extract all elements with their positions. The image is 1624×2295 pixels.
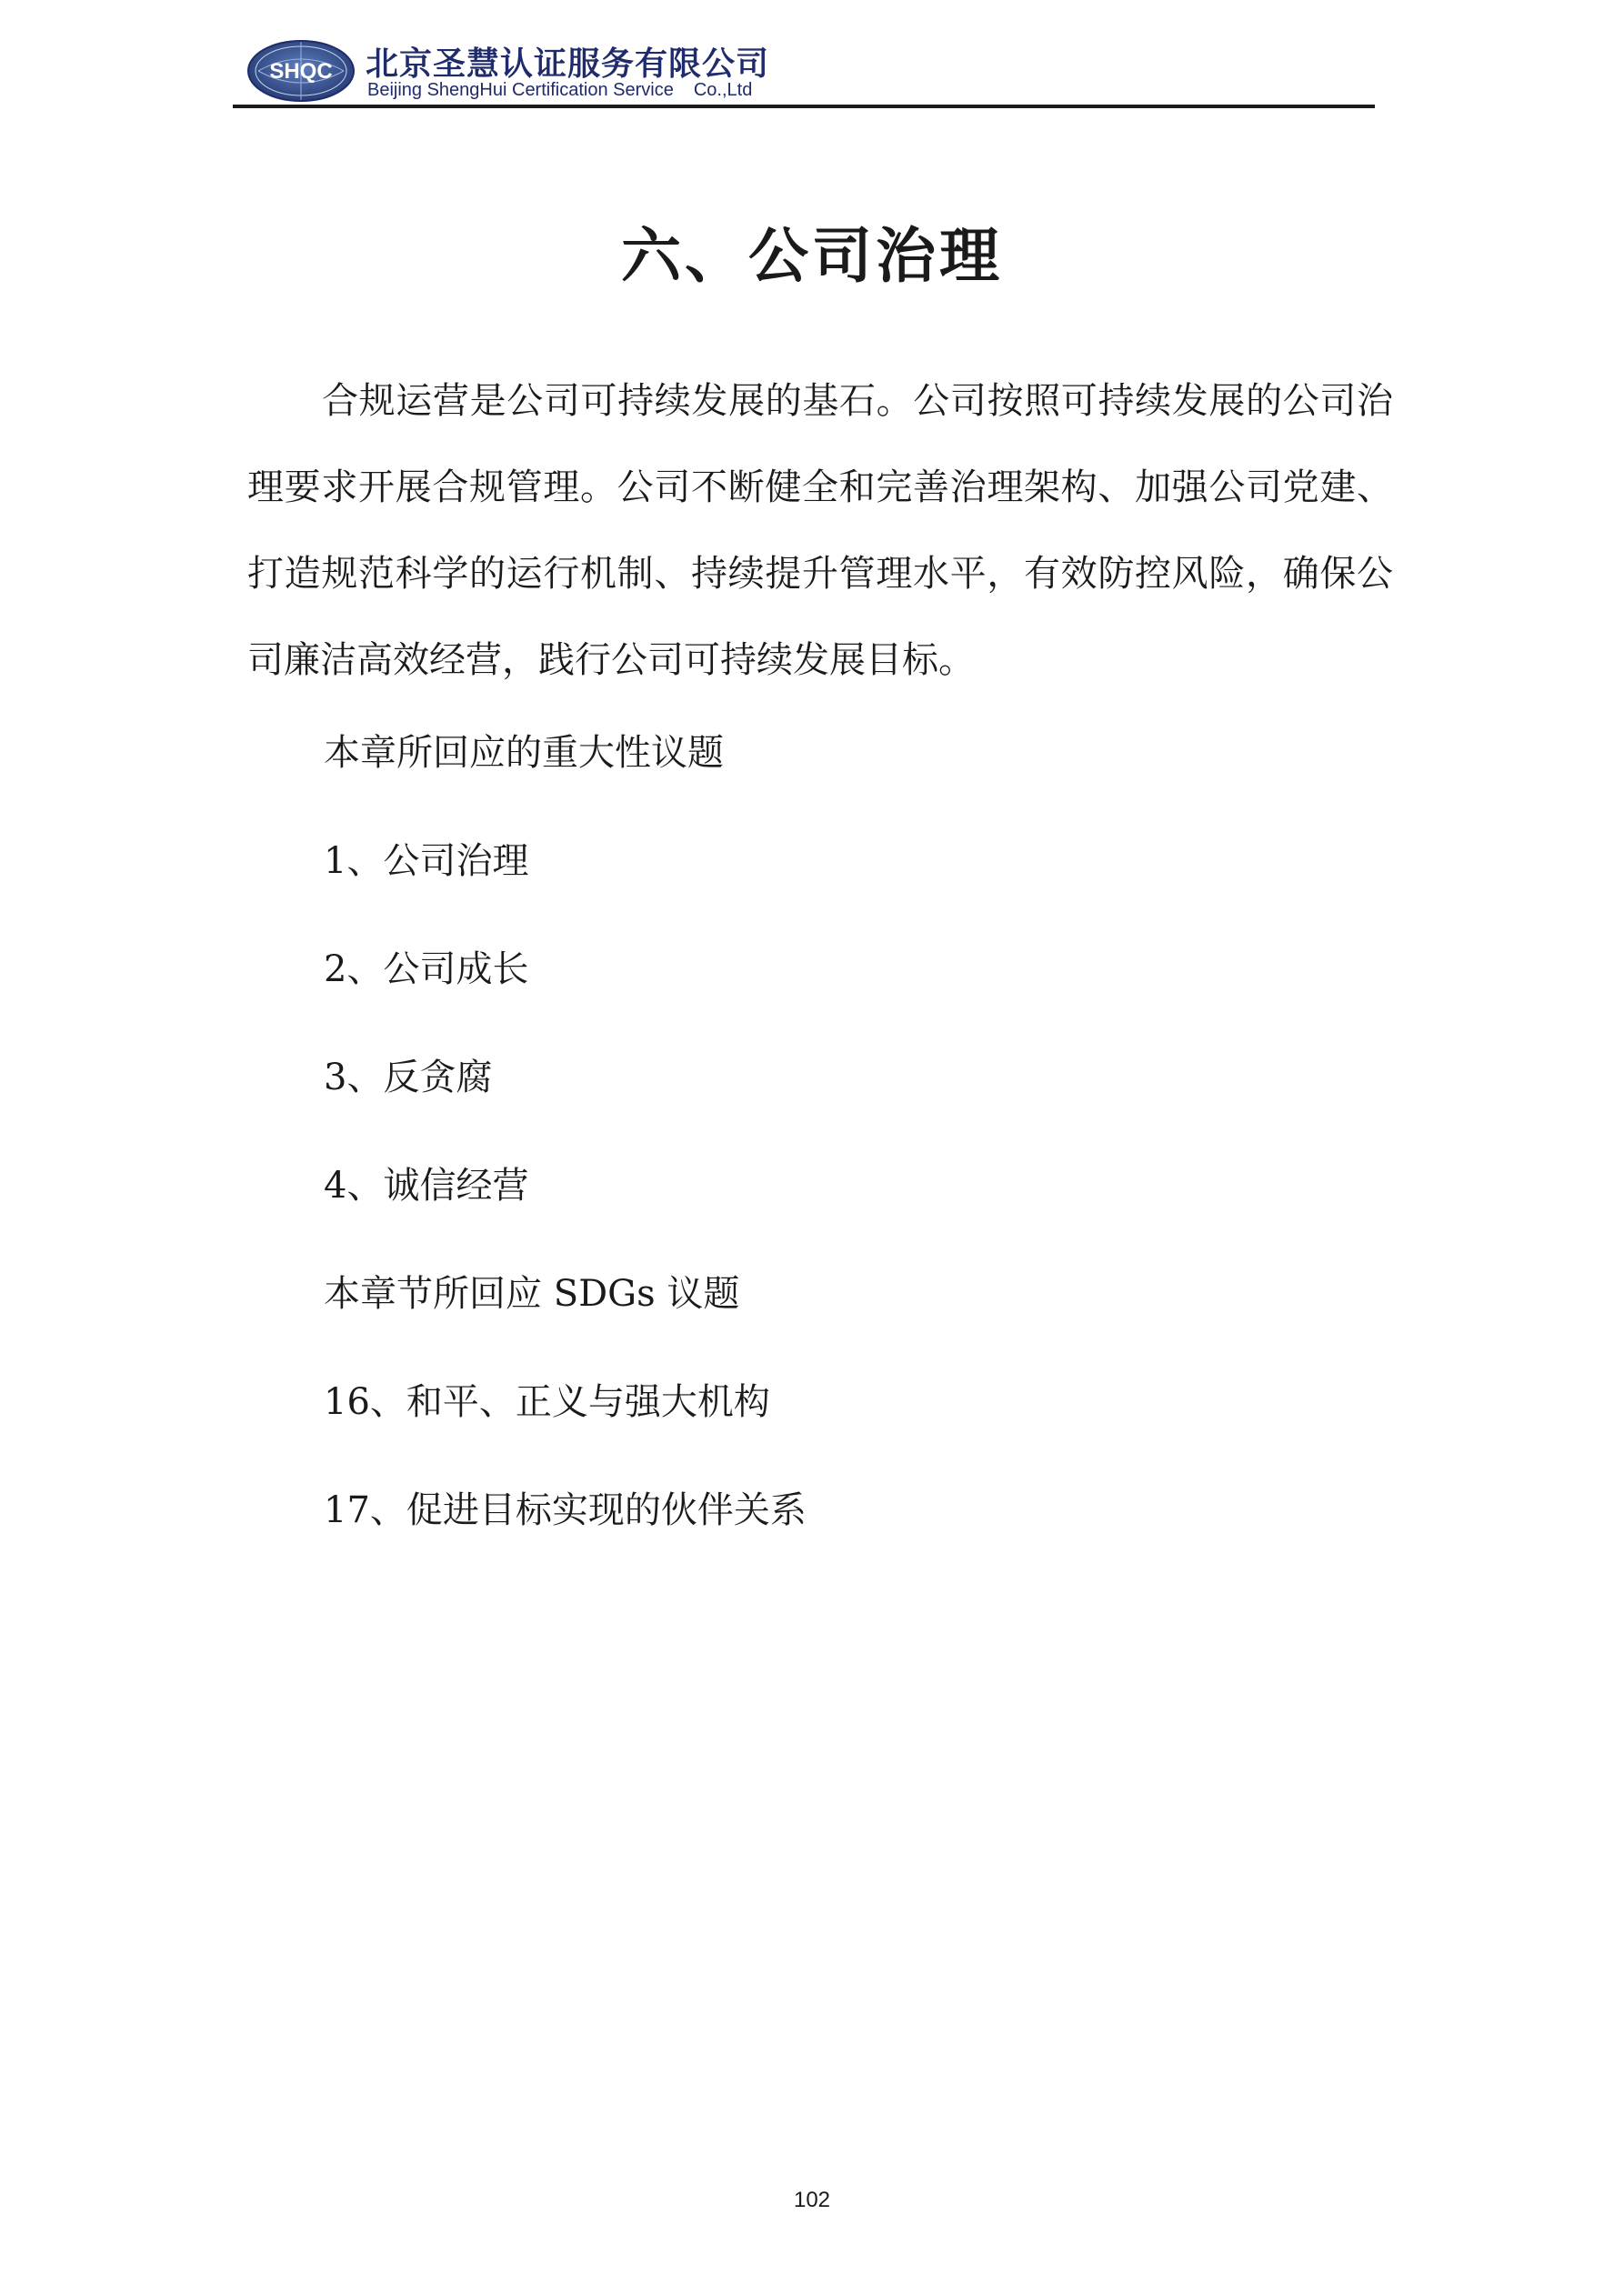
intro-paragraph: 合规运营是公司可持续发展的基石。公司按照可持续发展的公司治理要求开展合规管理。公司不断健全和完善治理架构、加强公司党建、打造规范科学的运行机制、持续提升管理水平，有效防控风险，确保公司廉洁高效经营，践行公司可持续发展目标。 xyxy=(247,380,1393,681)
company-name-cn: 北京圣慧认证服务有限公司 xyxy=(366,45,770,83)
material-topics-heading: 本章所回应的重大性议题 xyxy=(324,732,724,774)
material-topic-item: 1、公司治理 xyxy=(324,840,529,882)
header-rule xyxy=(233,105,1375,108)
sdg-topic-item: 17、促进目标实现的伙伴关系 xyxy=(324,1489,807,1531)
company-name-en-suffix: Co.,Ltd xyxy=(693,80,753,100)
material-topic-item: 3、反贪腐 xyxy=(324,1057,493,1098)
material-topic-item: 4、诚信经营 xyxy=(324,1165,529,1207)
section-title: 六、公司治理 xyxy=(621,220,1003,291)
company-name-en-main: Beijing ShengHui Certification Service xyxy=(367,80,674,100)
page-header xyxy=(233,35,1375,107)
material-topic-item: 2、公司成长 xyxy=(324,948,529,990)
logo-text: SHQC xyxy=(269,59,333,84)
company-name-en xyxy=(367,80,752,101)
sdg-topics-heading: 本章节所回应 SDGs 议题 xyxy=(324,1273,740,1315)
page-number: 102 xyxy=(793,2188,831,2212)
shqc-logo xyxy=(246,38,356,104)
sdg-topic-item: 16、和平、正义与强大机构 xyxy=(324,1381,770,1423)
